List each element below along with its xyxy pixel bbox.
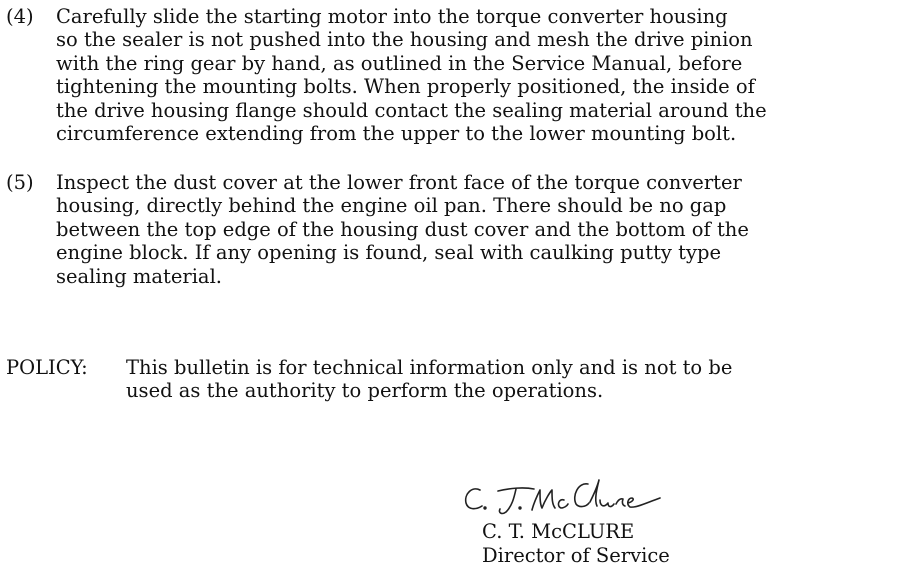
policy-statement xyxy=(6,356,896,403)
text-line: engine block. If any opening is found, seal with caulking putty type xyxy=(56,241,721,265)
item-number: (5) xyxy=(6,171,34,194)
signatory-name: C. T. McCLURE xyxy=(482,520,635,543)
text-line: This bulletin is for technical information only and is not to be xyxy=(126,356,733,379)
text-line: sealing material. xyxy=(56,264,222,288)
text-line: used as the authority to perform the operations. xyxy=(126,379,604,403)
handwritten-signature xyxy=(460,470,720,520)
text-line: Carefully slide the starting motor into the torque converter housing xyxy=(56,5,728,28)
policy-label: POLICY: xyxy=(6,356,88,379)
text-line: between the top edge of the housing dust cover and the bottom of the xyxy=(56,217,749,241)
signature-block xyxy=(460,470,760,570)
text-line: so the sealer is not pushed into the housing and mesh the drive pinion xyxy=(56,28,753,52)
policy-text xyxy=(126,356,886,403)
item-text xyxy=(56,171,896,288)
text-line: housing, directly behind the engine oil pan. There should be no gap xyxy=(56,194,727,218)
text-line: tightening the mounting bolts. When properly positioned, the inside of xyxy=(56,75,755,99)
item-text xyxy=(56,5,896,145)
text-line: the drive housing flange should contact the sealing material around the xyxy=(56,98,767,122)
text-line: Inspect the dust cover at the lower front face of the torque converter xyxy=(56,171,742,194)
signatory-title: Director of Service xyxy=(482,544,670,567)
item-number: (4) xyxy=(6,5,34,28)
instruction-item-5 xyxy=(6,171,896,288)
instruction-item-4 xyxy=(6,5,896,145)
text-line: with the ring gear by hand, as outlined in the Service Manual, before xyxy=(56,51,743,75)
text-line: circumference extending from the upper to the lower mounting bolt. xyxy=(56,122,737,146)
